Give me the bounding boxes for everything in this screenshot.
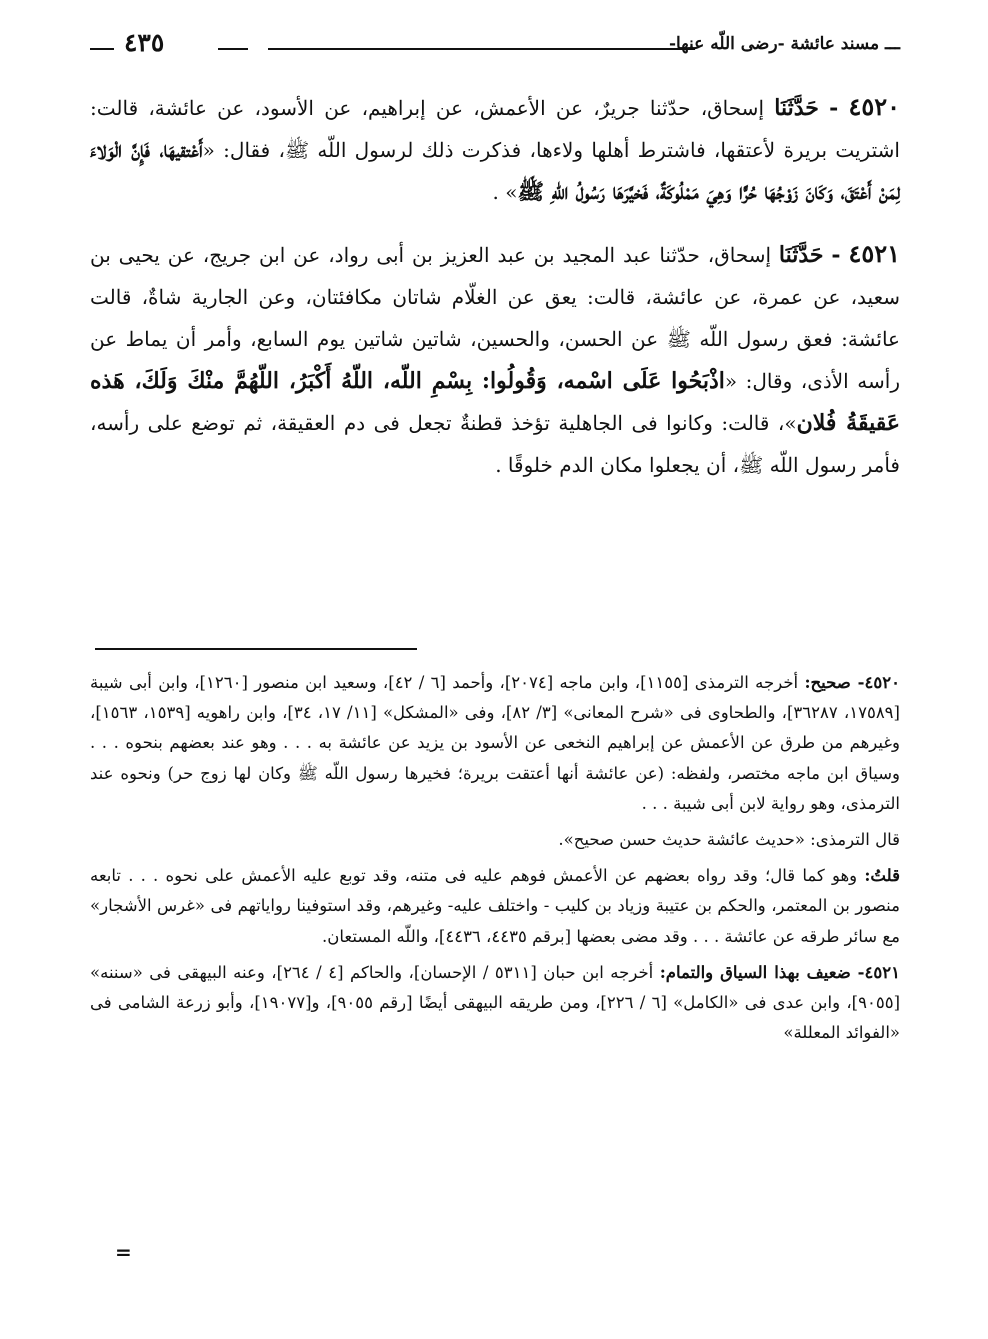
footnote-head: ٤٥٢٠- صحيح: bbox=[804, 673, 900, 692]
hadith-text-end: »، قالت: وكانوا فى الجاهلية تؤخذ قطنةٌ تجعل فى دم العقيقة، ثم توضع على رأسه، فأمر رسول اللّه ﷺ، أن يجعلوا مكان الدم خلوقًا . bbox=[90, 411, 900, 477]
footnote-4521 bbox=[90, 958, 900, 1049]
prophetic-quote: اذْبَحُوا عَلَى اسْمه، وَقُولُوا: بِسْمِ اللّه، اللّهُ أَكْبَرُ، اللّهُمَّ منْكَ وَلَكَ، هَذه عَقيقَةُ فُلان bbox=[90, 368, 900, 436]
footnote-head: قلتُ: bbox=[864, 866, 900, 886]
footnote-text: أخرجه ابن حبان [٥٣١١ / الإحسان]، والحاكم [٤ / ٢٦٤]، وعنه البيهقى فى «سننه» [٩٠٥٥]، وابن عدى فى «الكامل» [٦ / ٢٢٦]، ومن طريقه البيهقى أيضًا [رقم ٩٠٥٥]، و[١٩٠٧٧]، وأبو زرعة الشامى فى «الفوائد المعللة» bbox=[90, 962, 900, 1043]
hadith-number: ٤٥٢٠ bbox=[848, 92, 901, 121]
hadith-text: إسحاق، حدّثنا جريرٌ، عن الأعمش، عن إبراهيم، عن الأسود، عن عائشة، قالت: اشتريت بريرة لأعتقها، فاشترط أهلها ولاءها، فذكرت ذلك لرسول اللّه ﷺ، فقال: « bbox=[90, 96, 900, 162]
running-header bbox=[90, 28, 900, 64]
footnote-text: وهو كما قال؛ وقد رواه بعضهم عن الأعمش فوهم عليه فى متنه، وقد توبع عليه الأعمش على نحوه . . . تابعه منصور بن المعتمر، والحكم بن عتيبة وزياد بن كليب - واختلف عليه- وغيرهم، وقد استوفينا رواياتهم فى «غرس الأشجار» مع سائر طرقه عن عائشة . . . وقد مضى بعضها [برقم ٤٤٣٥، ٤٤٣٦]، واللّه المستعان. bbox=[90, 866, 900, 946]
hadith-4521 bbox=[90, 233, 900, 486]
footnote-text: قال الترمذى: «حديث عائشة حديث حسن صحيح». bbox=[558, 830, 900, 850]
hadith-haddathana: حَدَّثَنَا bbox=[778, 242, 824, 268]
footnote-4520 bbox=[90, 668, 900, 819]
page-number: ٤٣٥ bbox=[124, 28, 165, 57]
hadith-text-end: » . bbox=[492, 180, 518, 204]
footnotes bbox=[90, 668, 900, 1054]
footnote-separator bbox=[95, 648, 417, 650]
header-dash-left bbox=[90, 48, 114, 50]
hadith-4520 bbox=[90, 86, 900, 213]
footnote-tirmidhi bbox=[90, 825, 900, 855]
hadith-separator: - bbox=[831, 242, 841, 268]
hadith-text: إسحاق، حدّثنا عبد المجيد بن عبد العزيز بن أبى رواد، عن ابن جريج، عن يحيى بن سعيد، عن عمرة، عن عائشة، قالت: يعق عن الغلّام شاتان مكافئتان، وعن الجارية شاةٌ، قالت عائشة: فعق رسول اللّه ﷺ عن الحسن، والحسين، شاتين شاتين يوم السابع، وأمر أن يماط عن رأسه الأذى، وقال: « bbox=[90, 243, 901, 393]
header-dash-right bbox=[218, 48, 248, 50]
footnote-head: ٤٥٢١- ضعيف بهذا السياق والتمام: bbox=[659, 962, 900, 982]
hadith-haddathana: حَدَّثَنَا bbox=[774, 95, 819, 121]
footnote-commentary bbox=[90, 861, 900, 952]
hadith-separator: - bbox=[829, 95, 839, 121]
hadith-number: ٤٥٢١ bbox=[848, 239, 900, 268]
main-text bbox=[90, 86, 900, 506]
footnote-text: أخرجه الترمذى [١١٥٥]، وابن ماجه [٢٠٧٤]، وأحمد [٦ / ٤٢]، وسعيد ابن منصور [١٢٦٠]، وابن أبى شيبة [١٧٥٨٩، ٣٦٢٨٧]، والطحاوى فى «شرح المعانى» [٣/ ٨٢]، وفى «المشكل» [١١/ ١٧، ٣٤]، وابن راهويه [١٥٣٩، ١٥٦٣]، وغيرهم من طرق عن الأعمش عن إبراهيم النخعى عن الأسود بن يزيد عن عائشة به . . . وهو عند بعضهم بنحوه . . . وسياق ابن ماجه مختصر، ولفظه: (عن عائشة أنها أعتقت بريرة؛ فخيرها رسول اللّه ﷺ وكان لها زوج حر) ونحوه عند الترمذى، وهو رواية لابن أبى شيبة . . . bbox=[90, 673, 900, 813]
header-title: ـــ مسند عائشة -رضى اللّه عنها- bbox=[668, 34, 900, 54]
prophetic-quote: أَعْتقيهَا، فَإِنَّ الْوَلاءَ لِمَنْ أَعْتَقَ، وَكَانَ زَوْجُهَا حُرًّا وَهِيَ مَمْلُوكَةٌ، فَخيَّرَهَا رَسُولُ اللّهِ ﷺ bbox=[90, 137, 900, 205]
header-rule bbox=[268, 48, 695, 50]
continuation-mark: = bbox=[115, 1240, 132, 1264]
